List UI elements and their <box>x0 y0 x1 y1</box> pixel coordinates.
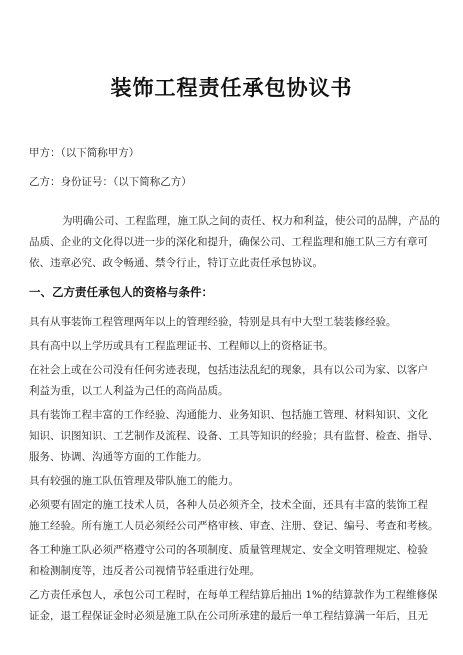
item-line: 证金，退工程保证金时必须是施工队在公司所承建的最后一单工程结算满一年后，且无 <box>29 610 428 622</box>
item-line: 和检测制度等，违反者公司视情节轻重进行处理。 <box>29 565 260 577</box>
party-b-line: 乙方：身份证号：（以下简称乙方） <box>29 176 192 188</box>
intro-line: 为明确公司、工程监理，施工队之间的责任、权力和利益，使公司的品牌，产品的 <box>62 215 440 227</box>
item-line: 服务、协调、沟通等方面的工作能力。 <box>29 451 208 463</box>
section-heading: 一、乙方责任承包人的资格与条件： <box>29 285 213 299</box>
item-line: 在社会上或在公司没有任何劣迹表现，包括违法乱纪的现象，具有以公司为家、以客户 <box>29 364 428 376</box>
item-line: 具有高中以上学历或具有工程监理证书、工程师以上的资格证书。 <box>29 340 334 352</box>
item-line: 具有从事装饰工程管理两年以上的管理经验，特别是具有中大型工装装修经验。 <box>29 316 397 328</box>
item-line: 乙方责任承包人，承包公司工程时，在每单工程结算后抽出 1%的结算款作为工程维修保 <box>29 589 438 601</box>
intro-line: 品质、企业的文化得以进一步的深化和提升，确保公司、工程监理和施工队三方有章可 <box>29 236 428 248</box>
item-line: 利益为重，以工人利益为己任的高尚品质。 <box>29 385 229 397</box>
document-title: 装饰工程责任承包协议书 <box>110 76 353 100</box>
item-line: 施工经验。所有施工人员必须经公司严格审核、审查、注册、登记、编号、考查和考核。 <box>29 520 439 532</box>
item-line: 各工种施工队必须严格遵守公司的各项制度、质量管理规定、安全文明管理规定、检验 <box>29 544 428 556</box>
item-line: 具有装饰工程丰富的工作经验、沟通能力、业务知识、包括施工管理、材料知识、文化 <box>29 409 428 421</box>
party-a-line: 甲方：（以下简称甲方） <box>29 147 140 159</box>
item-line: 知识、识图知识、工艺制作及流程、设备、工具等知识的经验；具有监督、检查、指导、 <box>29 430 439 442</box>
intro-line: 依、违章必究、政令畅通、禁令行止，特订立此责任承包协议。 <box>29 257 323 269</box>
item-line: 必须要有固定的施工技术人员，各种人员必须齐全，技术全面，还具有丰富的装饰工程 <box>29 499 428 511</box>
item-line: 具有较强的施工队伍管理及带队施工的能力。 <box>29 475 239 487</box>
